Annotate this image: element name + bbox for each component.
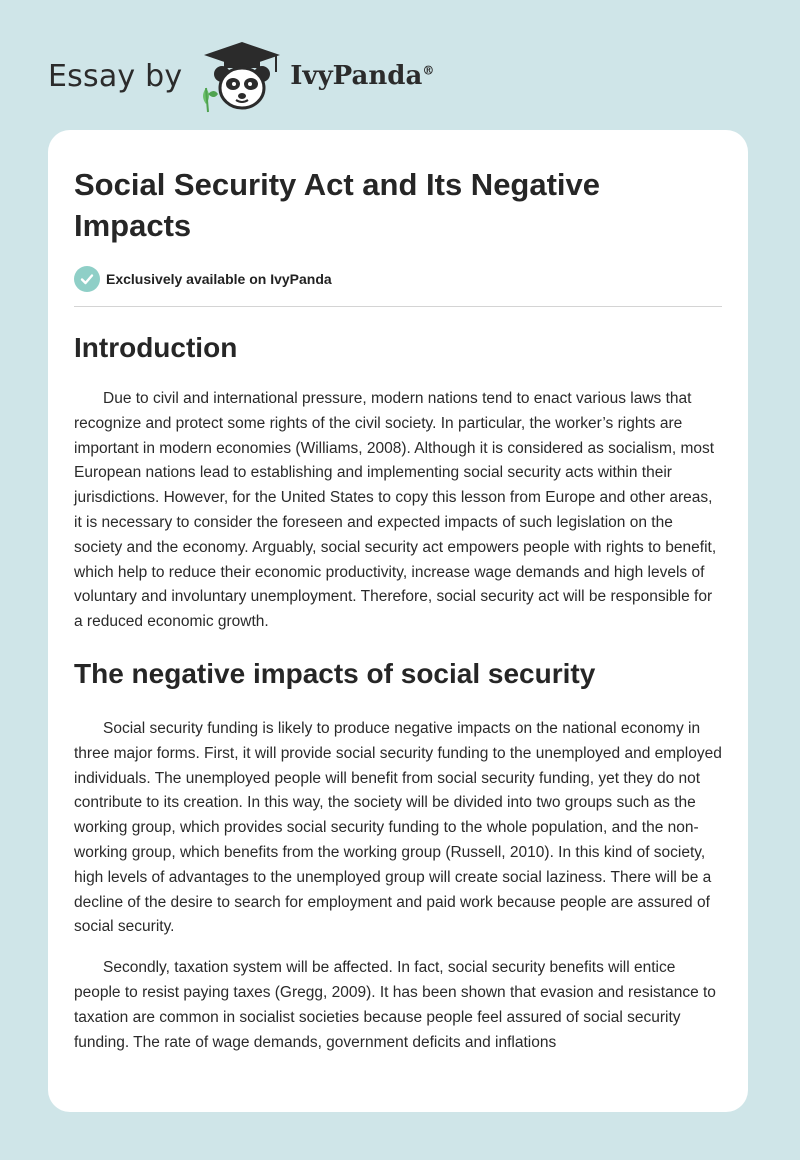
- badge-label: Exclusively available on IvyPanda: [106, 271, 332, 287]
- essay-by-label: Essay by: [48, 58, 183, 94]
- exclusive-badge: [74, 266, 722, 292]
- divider: [74, 306, 722, 307]
- paragraph: Secondly, taxation system will be affected. In fact, social security benefits will entice people to resist paying taxes (Gregg, 2009). It has been shown that evasion and resistance to taxation are common in socialist societies because people feel assured of social security funding. The rate of wage demands, government deficits and inflations: [74, 959, 716, 1051]
- site-header: [48, 36, 434, 116]
- check-icon: [74, 266, 100, 292]
- page-title: Social Security Act and Its Negative Impacts: [74, 167, 601, 243]
- section-heading-introduction: Introduction: [74, 332, 238, 363]
- panda-logo-icon[interactable]: [196, 38, 288, 114]
- registered-mark: ®: [422, 63, 435, 78]
- essay-card: [48, 130, 748, 1112]
- paragraph: Due to civil and international pressure, modern nations tend to enact various laws that recognize and protect some rights of the civil society. In particular, the worker’s rights are important in modern economies (Williams, 2008). Although it is considered as socialism, most European nations lead to establishing and implementing social security acts within their jurisdictions. However, for the United States to copy this lesson from Europe and other areas, it is necessary to consider the foreseen and expected impacts of such legislation on the society and the economy. Arguably, social security act empowers people with rights to benefit, which help to reduce their economic productivity, increase wage demands and high levels of voluntary and involuntary unemployment. Therefore, social security act will be responsible for a reduced economic growth.: [74, 390, 717, 631]
- paragraph: Social security funding is likely to produce negative impacts on the national economy in three major forms. First, it will provide social security funding to the unemployed and employed individuals. The unemployed people will benefit from social security funding, yet they do not contribute to its creation. In this way, the society will be divided into two groups such as the working group, which provides social security funding to the whole population, and the non-working group, which benefits from the working group (Russell, 2010). In this kind of society, high levels of advantages to the unemployed group will create social laziness. There will be a decline of the desire to search for employment and paid work because people are assured of social security.: [74, 719, 722, 936]
- brand-name[interactable]: IvyPanda®: [290, 61, 435, 91]
- section-heading-negative-impacts: The negative impacts of social security: [74, 657, 596, 689]
